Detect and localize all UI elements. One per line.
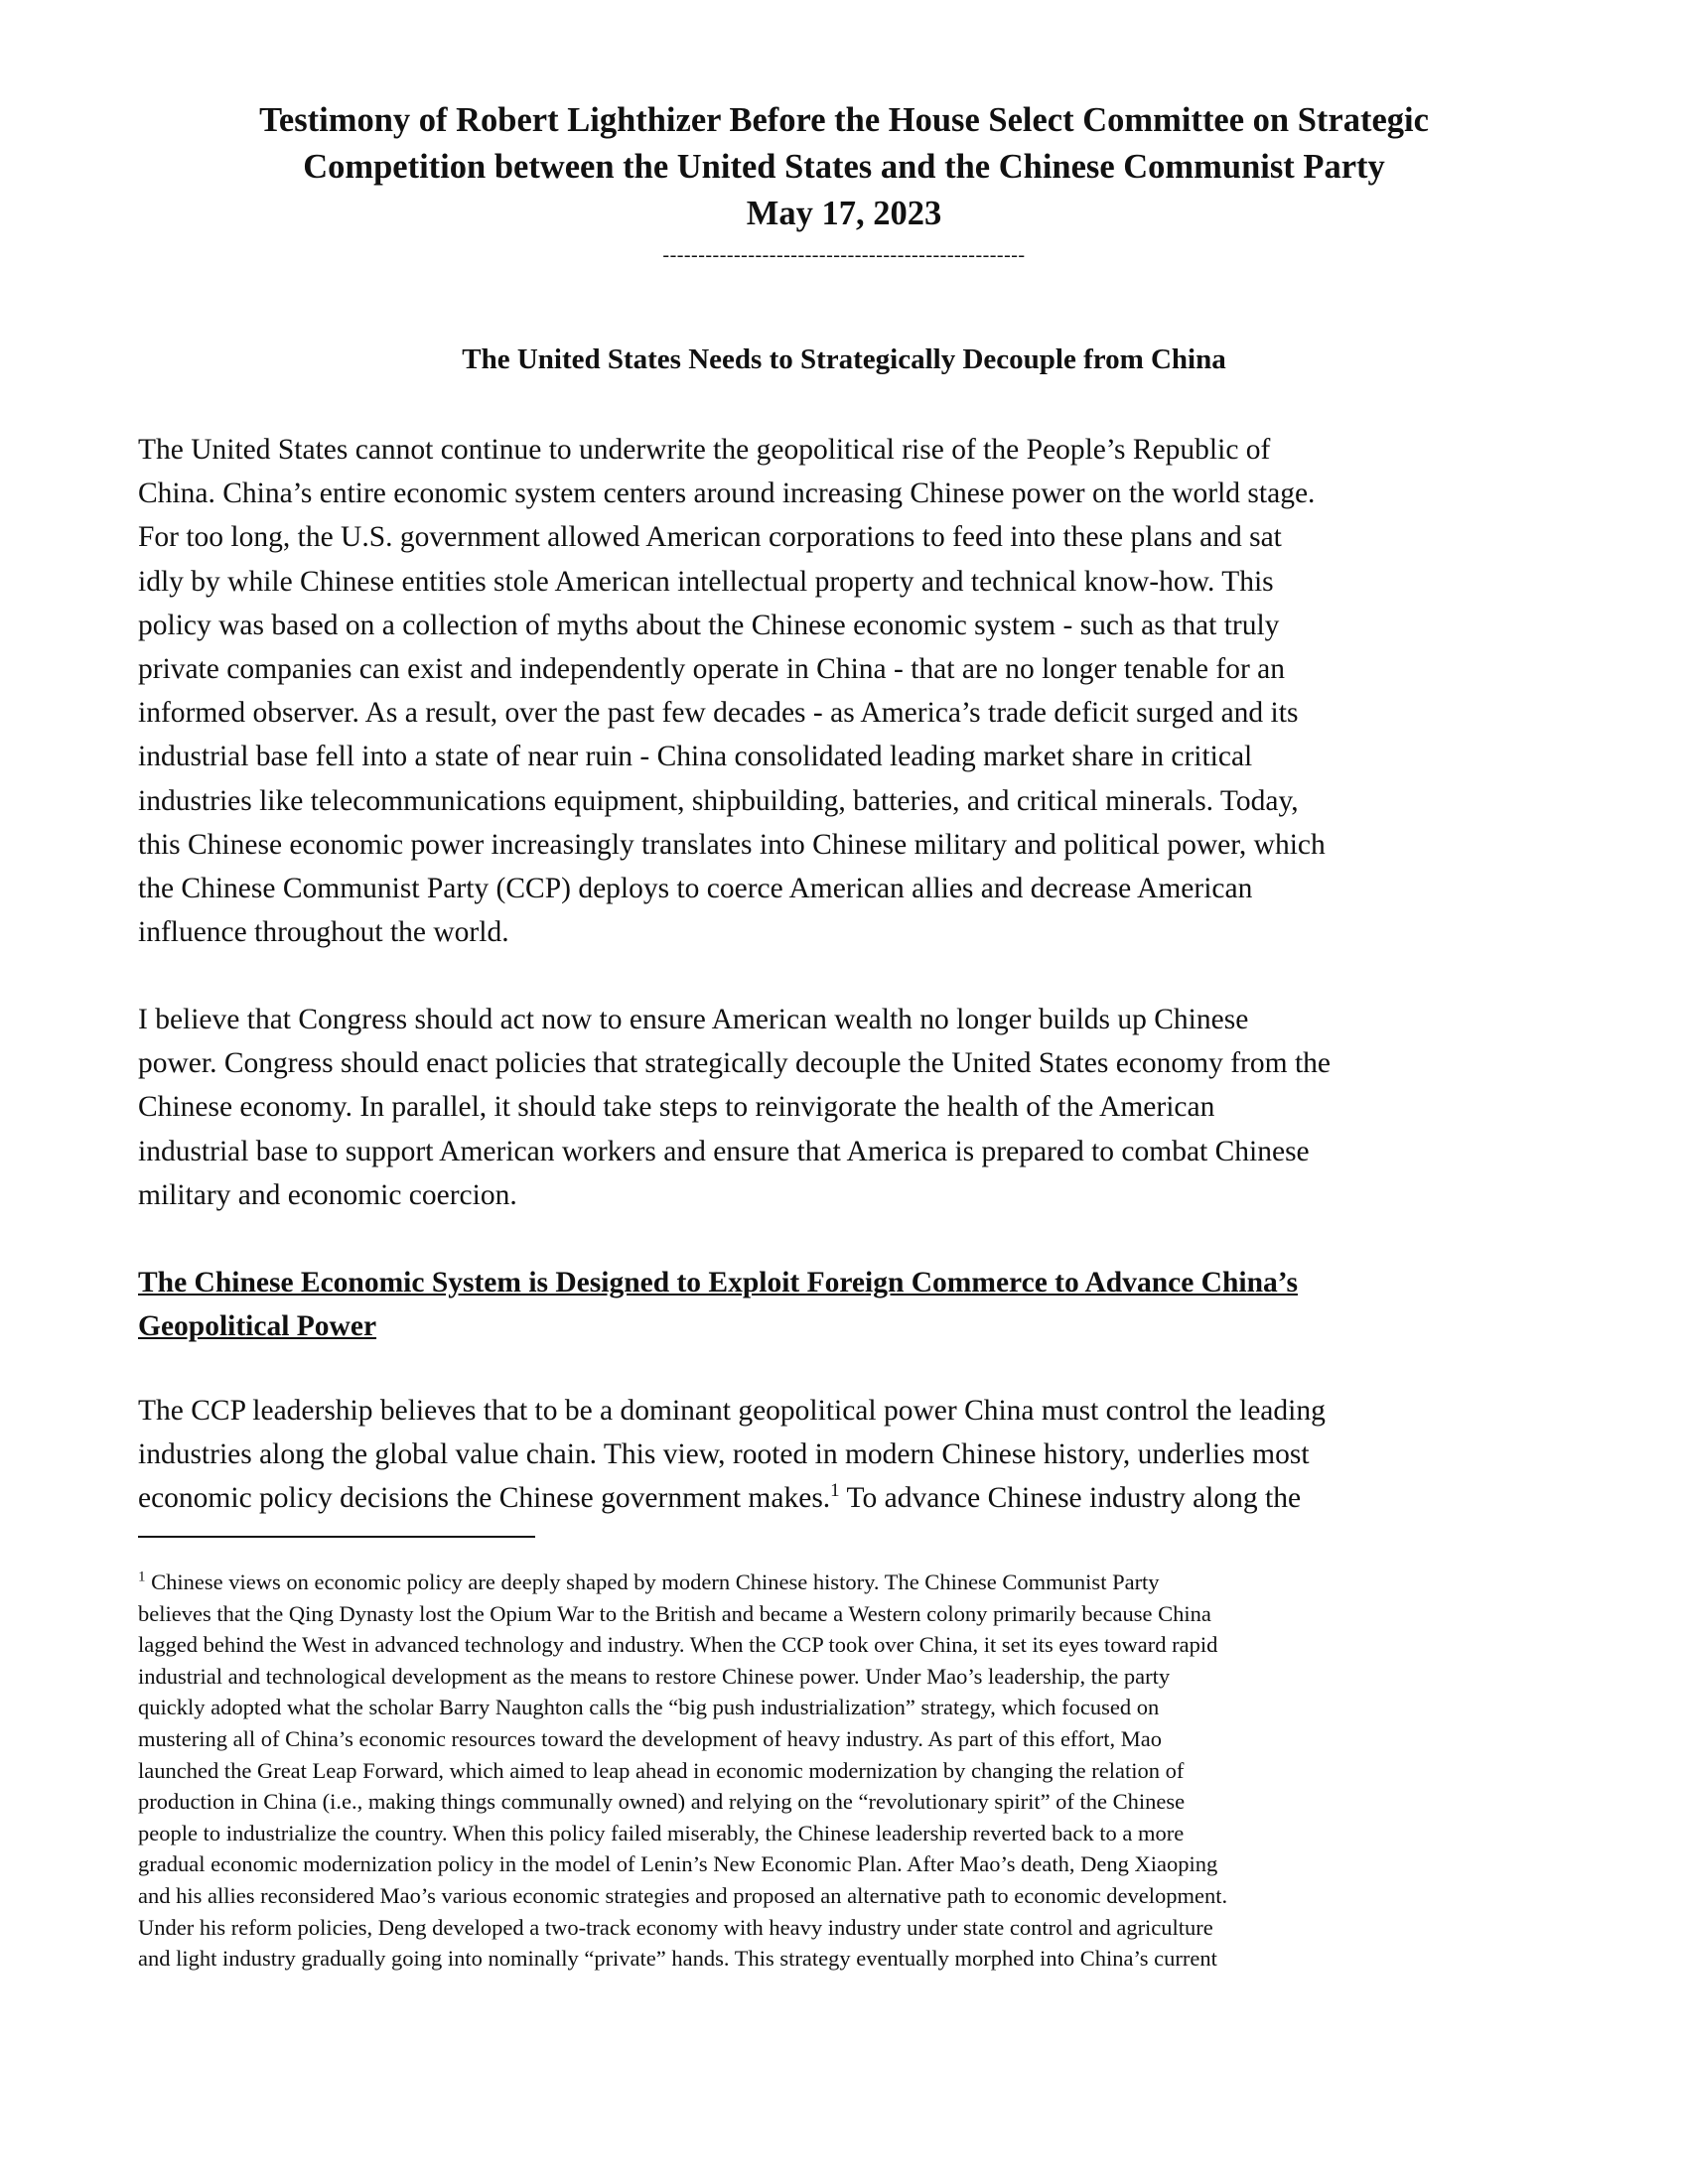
paragraph-text: economic policy decisions the Chinese government makes. — [138, 1482, 831, 1515]
paragraph-line: power. Congress should enact policies that strategically decouple the United States economy from the — [138, 1047, 1331, 1080]
footnote-line: industrial and technological development as the means to restore Chinese power. Under Mao’s leadership, the party — [138, 1663, 1171, 1689]
footnote-line: believes that the Qing Dynasty lost the Opium War to the British and became a Western colony primarily because China — [138, 1600, 1211, 1626]
footnote-1 — [138, 1567, 1548, 1975]
title-line: Testimony of Robert Lighthizer Before the House Select Committee on Strategic — [259, 101, 1429, 139]
paragraph-line: I believe that Congress should act now to ensure American wealth no longer builds up Chinese — [138, 1004, 1249, 1035]
footnote-line: launched the Great Leap Forward, which aimed to leap ahead in economic modernization by changing the relation of — [138, 1757, 1185, 1783]
footnote-line: lagged behind the West in advanced technology and industry. When the CCP took over China, it set its eyes toward rapid — [138, 1632, 1218, 1658]
subheading-line: The Chinese Economic System is Designed to Exploit Foreign Commerce to Advance China’s — [138, 1267, 1298, 1298]
paragraph-line: informed observer. As a result, over the past few decades - as America’s trade deficit surged and its — [138, 697, 1299, 730]
footnote-line: people to industrialize the country. When this policy failed miserably, the Chinese leadership reverted back to a more — [138, 1820, 1185, 1845]
paragraph-line: industrial base fell into a state of near ruin - China consolidated leading market share in critical — [138, 741, 1253, 773]
section-subheading — [138, 1261, 1548, 1348]
paragraph-line: military and economic coercion. — [138, 1178, 517, 1211]
paragraph-line: policy was based on a collection of myths about the Chinese economic system - such as that truly — [138, 609, 1280, 641]
title-separator: --------------------------------------------------- — [662, 244, 1026, 266]
document-title — [0, 97, 1688, 237]
paragraph-line: Chinese economy. In parallel, it should take steps to reinvigorate the health of the American — [138, 1091, 1215, 1124]
paragraph-line: The CCP leadership believes that to be a dominant geopolitical power China must control the leading — [138, 1395, 1326, 1427]
footnote-divider — [138, 1536, 535, 1538]
footnote-line: and light industry gradually going into nominally “private” hands. This strategy eventually morphed into China’s current — [138, 1946, 1217, 1972]
paragraph-text: To advance Chinese industry along the — [839, 1482, 1302, 1515]
paragraph-line: influence throughout the world. — [138, 916, 509, 949]
paragraph-line: China. China’s entire economic system centers around increasing Chinese power on the world stage. — [138, 478, 1316, 510]
footnote-line: and his allies reconsidered Mao’s various economic strategies and proposed an alternative path to economic development. — [138, 1882, 1228, 1908]
paragraph-line: industries like telecommunications equipment, shipbuilding, batteries, and critical minerals. Today, — [138, 784, 1299, 817]
paragraph-line: The United States cannot continue to underwrite the geopolitical rise of the People’s Republic of — [138, 434, 1271, 466]
footnote-reference[interactable]: 1 — [830, 1480, 840, 1502]
paragraph-line: industrial base to support American workers and ensure that America is prepared to combat Chinese — [138, 1135, 1310, 1167]
paragraph-line: this Chinese economic power increasingly translates into Chinese military and political power, which — [138, 828, 1326, 861]
footnote-line: gradual economic modernization policy in the model of Lenin’s New Economic Plan. After Mao’s death, Deng Xiaoping — [138, 1851, 1218, 1877]
footnote-line: quickly adopted what the scholar Barry Naughton calls the “big push industrialization” strategy, which focused on — [138, 1695, 1160, 1720]
footnote-line — [138, 1567, 1548, 1598]
paragraph-line — [138, 1476, 1548, 1520]
title-line: Competition between the United States and the Chinese Communist Party — [303, 148, 1385, 186]
paragraph-line: the Chinese Communist Party (CCP) deploys to coerce American allies and decrease American — [138, 873, 1253, 905]
paragraph-line: idly by while Chinese entities stole American intellectual property and technical know-how. This — [138, 565, 1274, 598]
section-heading: The United States Needs to Strategically Decouple from China — [462, 343, 1226, 375]
paragraph-line: industries along the global value chain. This view, rooted in modern Chinese history, underlies most — [138, 1438, 1310, 1471]
title-date: May 17, 2023 — [746, 195, 942, 232]
paragraph-3 — [138, 1389, 1548, 1521]
paragraph-1 — [138, 428, 1548, 954]
footnote-marker: 1 — [138, 1569, 146, 1585]
paragraph-line: private companies can exist and independently operate in China - that are no longer tenable for an — [138, 653, 1285, 686]
paragraph-2 — [138, 998, 1548, 1217]
footnote-line: mustering all of China’s economic resources toward the development of heavy industry. As part of this effort, Mao — [138, 1725, 1163, 1751]
paragraph-line: For too long, the U.S. government allowed American corporations to feed into these plans and sat — [138, 521, 1282, 554]
footnote-line: Under his reform policies, Deng developed a two-track economy with heavy industry under state control and agriculture — [138, 1914, 1213, 1940]
footnote-text: Chinese views on economic policy are deeply shaped by modern Chinese history. The Chinese Communist Party — [145, 1570, 1160, 1594]
subheading-line: Geopolitical Power — [138, 1310, 377, 1342]
footnote-line: production in China (i.e., making things communally owned) and relying on the “revolutionary spirit” of the Chinese — [138, 1789, 1186, 1815]
